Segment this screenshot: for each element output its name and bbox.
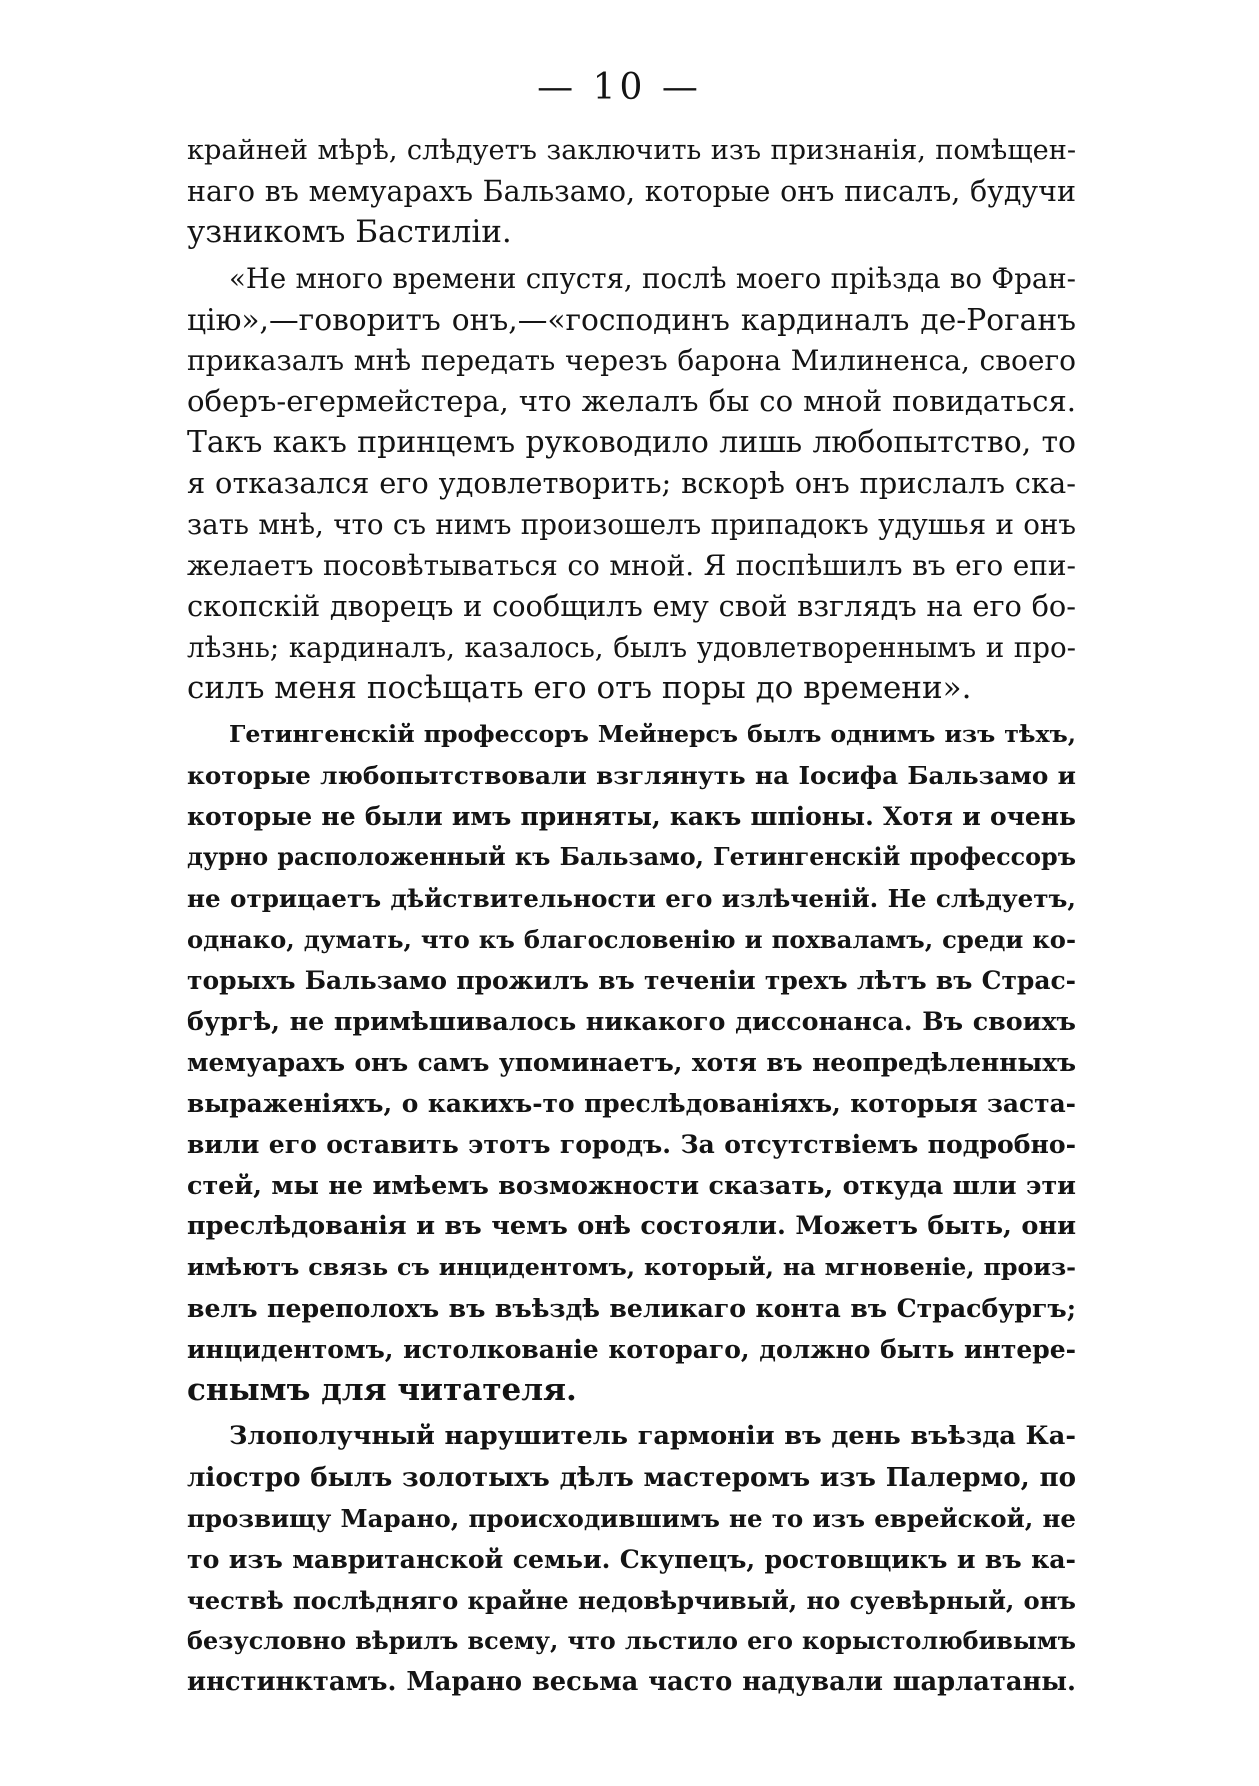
text-line: оберъ-егермейстера, что желалъ бы со мной повидаться. bbox=[187, 384, 1076, 418]
text-line: снымъ для читателя. bbox=[187, 1372, 577, 1408]
text-line: чествѣ послѣдняго крайне недовѣрчивый, но суевѣрный, онъ bbox=[187, 1586, 1076, 1615]
text-line: не отрицаетъ дѣйствительности его излѣченій. Не слѣдуетъ, bbox=[187, 884, 1076, 913]
text-line: прозвищу Марано, происходившимъ не то изъ еврейской, не bbox=[187, 1504, 1076, 1533]
text-line: лѣзнь; кардиналъ, казалось, былъ удовлетвореннымъ и про- bbox=[187, 631, 1076, 664]
text-line: которые не были имъ приняты, какъ шпіоны. Хотя и очень bbox=[187, 802, 1076, 831]
text-line: я отказался его удовлетворить; вскорѣ онъ прислалъ ска- bbox=[187, 466, 1076, 500]
text-line: дурно расположенный къ Бальзамо, Гетингенскій профессоръ bbox=[187, 843, 1076, 871]
text-line: имѣютъ связь съ инцидентомъ, который, на мгновеніе, произ- bbox=[187, 1253, 1076, 1281]
text-line: то изъ мавританской семьи. Скупецъ, ростовщикъ и въ ка- bbox=[187, 1544, 1076, 1574]
text-line: выраженіяхъ, о какихъ-то преслѣдованіяхъ, которыя заста- bbox=[187, 1089, 1076, 1118]
text-line: приказалъ мнѣ передать черезъ барона Милиненса, своего bbox=[187, 344, 1076, 377]
text-line: преслѣдованія и въ чемъ онѣ состояли. Можетъ быть, они bbox=[187, 1211, 1076, 1241]
paragraph-3 bbox=[187, 714, 1076, 1411]
text-body bbox=[187, 130, 1076, 1703]
text-line: наго въ мемуарахъ Бальзамо, которые онъ писалъ, будучи bbox=[187, 175, 1076, 208]
page-number: — 10 — bbox=[537, 67, 702, 108]
text-line: бургѣ, не примѣшивалось никакого диссонанса. Въ своихъ bbox=[187, 1006, 1076, 1036]
text-line: однако, думать, что къ благословенію и похваламъ, среди ко- bbox=[187, 925, 1076, 954]
text-line: скопскій дворецъ и сообщилъ ему свой взглядъ на его бо- bbox=[187, 589, 1076, 623]
text-line: Такъ какъ принцемъ руководило лишь любопытство, то bbox=[187, 425, 1076, 460]
text-line: безусловно вѣрилъ всему, что льстило его корыстолюбивымъ bbox=[187, 1627, 1076, 1655]
text-line: цію»,—говоритъ онъ,—«господинъ кардиналъ де-Роганъ bbox=[187, 302, 1076, 337]
text-line: узникомъ Бастиліи. bbox=[187, 214, 512, 250]
text-line: Гетингенскій профессоръ Мейнерсъ былъ однимъ изъ тѣхъ, bbox=[229, 720, 1076, 748]
text-line: силъ меня посѣщать его отъ поры до времени». bbox=[187, 670, 972, 706]
paragraph-1 bbox=[187, 130, 1076, 253]
text-line: вили его оставить этотъ городъ. За отсутствіемъ подробно- bbox=[187, 1129, 1076, 1159]
text-line: стей, мы не имѣемъ возможности сказать, откуда шли эти bbox=[187, 1170, 1076, 1200]
text-line: «Не много времени спустя, послѣ моего пріѣзда во Фран- bbox=[229, 262, 1076, 295]
paragraph-4 bbox=[187, 1416, 1076, 1703]
text-line: крайней мѣрѣ, слѣдуетъ заключить изъ признанія, помѣщен- bbox=[187, 135, 1076, 166]
text-line: мемуарахъ онъ самъ упоминаетъ, хотя въ неопредѣленныхъ bbox=[187, 1048, 1076, 1077]
text-line: ліостро былъ золотыхъ дѣлъ мастеромъ изъ Палермо, по bbox=[187, 1462, 1076, 1493]
text-line: зать мнѣ, что съ нимъ произошелъ припадокъ удушья и онъ bbox=[187, 508, 1076, 541]
text-line: которые любопытствовали взглянуть на Іосифа Бальзамо и bbox=[187, 761, 1076, 790]
paragraph-2 bbox=[187, 258, 1076, 709]
text-line: торыхъ Бальзамо прожилъ въ теченіи трехъ лѣтъ въ Страс- bbox=[187, 966, 1076, 995]
text-line: инцидентомъ, истолкованіе котораго, должно быть интере- bbox=[187, 1335, 1076, 1364]
text-line: инстинктамъ. Марано весьма часто надували шарлатаны. bbox=[187, 1667, 1076, 1697]
text-line: Злополучный нарушитель гармоніи въ день въѣзда Ка- bbox=[229, 1421, 1076, 1451]
text-line: желаетъ посовѣтываться со мной. Я поспѣшилъ въ его епи- bbox=[187, 549, 1076, 582]
text-line: велъ переполохъ въ въѣздѣ великаго конта въ Страсбургъ; bbox=[187, 1293, 1076, 1323]
